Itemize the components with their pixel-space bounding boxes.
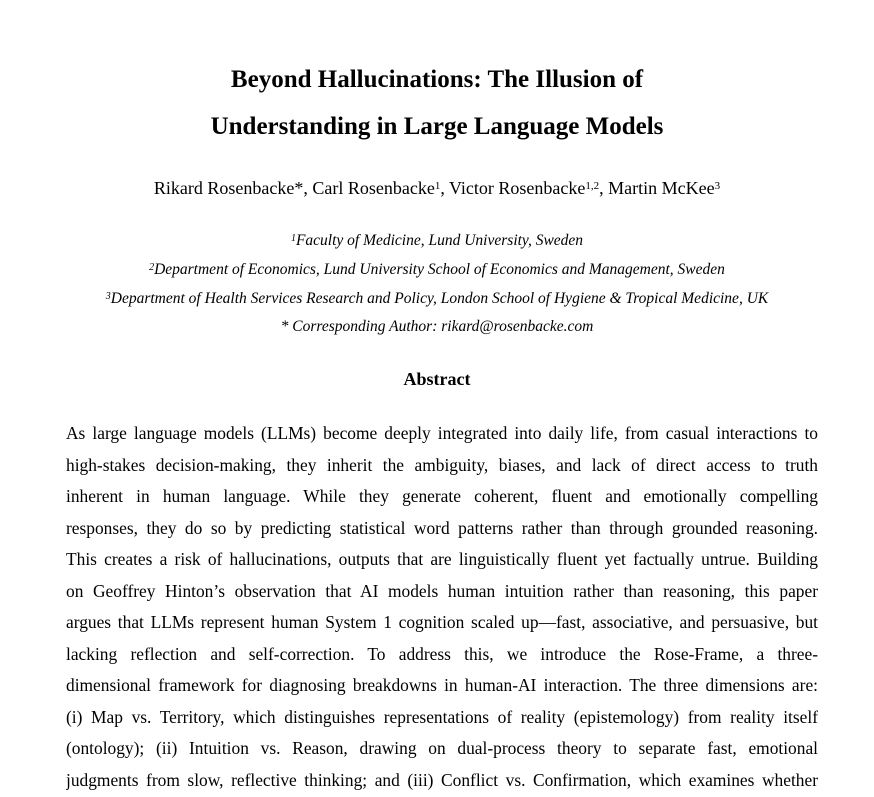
paper-title-line-1: Beyond Hallucinations: The Illusion of [230,66,644,93]
affiliation [0,289,874,309]
abstract-line: high-stakes decision-making, they inherit the ambiguity, biases, and lack of direct access to truth [66,454,818,475]
author-list [0,176,874,200]
affiliation-mark: 3 [105,291,111,302]
abstract-line: This creates a risk of hallucinations, outputs that are linguistically fluent yet factually untrue. Building [66,549,818,569]
abstract-line: (i) Map vs. Territory, which distinguishes representations of reality (epistemology) from reality itself [66,706,818,727]
abstract-line: (ontology); (ii) Intuition vs. Reason, drawing on dual-process theory to separate fast, emotional [66,738,818,758]
abstract-line: As large language models (LLMs) become deeply integrated into daily life, from casual interactions to [66,423,818,443]
author-name: Victor Rosenbacke [449,178,586,198]
affiliation-mark: 1 [290,233,296,244]
author [449,178,608,198]
author-name: Rikard Rosenbacke* [153,178,304,198]
author-name: Carl Rosenbacke [312,178,435,198]
author-affiliation-mark: 1,2 [585,180,600,192]
abstract-line: argues that LLMs represent human System 1 cognition scaled up—fast, associative, and persuasive, but [66,612,818,632]
corresponding-author: * Corresponding Author: rikard@rosenbacke.com [280,318,594,335]
affiliation-text: Faculty of Medicine, Lund University, Sweden [295,232,584,249]
author-separator: , [303,178,313,198]
author-name: Martin McKee [608,178,715,198]
abstract-line: inherent in human language. While they generate coherent, fluent and emotionally compelling [66,486,818,506]
affiliation-mark: 2 [149,262,155,273]
abstract-heading: Abstract [403,369,471,389]
author-affiliation-mark: 3 [714,180,721,192]
author-affiliation-mark: 1 [434,180,441,192]
author-separator: , [599,178,609,198]
abstract-line: lacking reflection and self-correction. To address this, we introduce the Rose-Frame, a three- [66,643,818,664]
abstract-body [66,420,818,797]
abstract-line: on Geoffrey Hinton’s observation that AI models human intuition rather than reasoning, this paper [66,580,818,601]
affiliation [0,231,874,251]
affiliation [0,260,874,280]
abstract-line: judgments from slow, reflective thinking; and (iii) Conflict vs. Confirmation, which examines whether [66,769,818,790]
paper-title-line-2: Understanding in Large Language Models [210,113,664,140]
abstract-line: responses, they do so by predicting statistical word patterns rather than through grounded reasoning. [66,517,818,538]
author [154,178,312,198]
author-separator: , [440,178,450,198]
affiliation-text: Department of Health Services Research and Policy, London School of Hygiene & Tropical Medicine, UK [110,290,769,307]
abstract-line: dimensional framework for diagnosing breakdowns in human-AI interaction. The three dimensions are: [66,675,818,695]
affiliation-text: Department of Economics, Lund University School of Economics and Management, Sweden [154,261,725,278]
author [608,178,720,198]
author [312,178,449,198]
